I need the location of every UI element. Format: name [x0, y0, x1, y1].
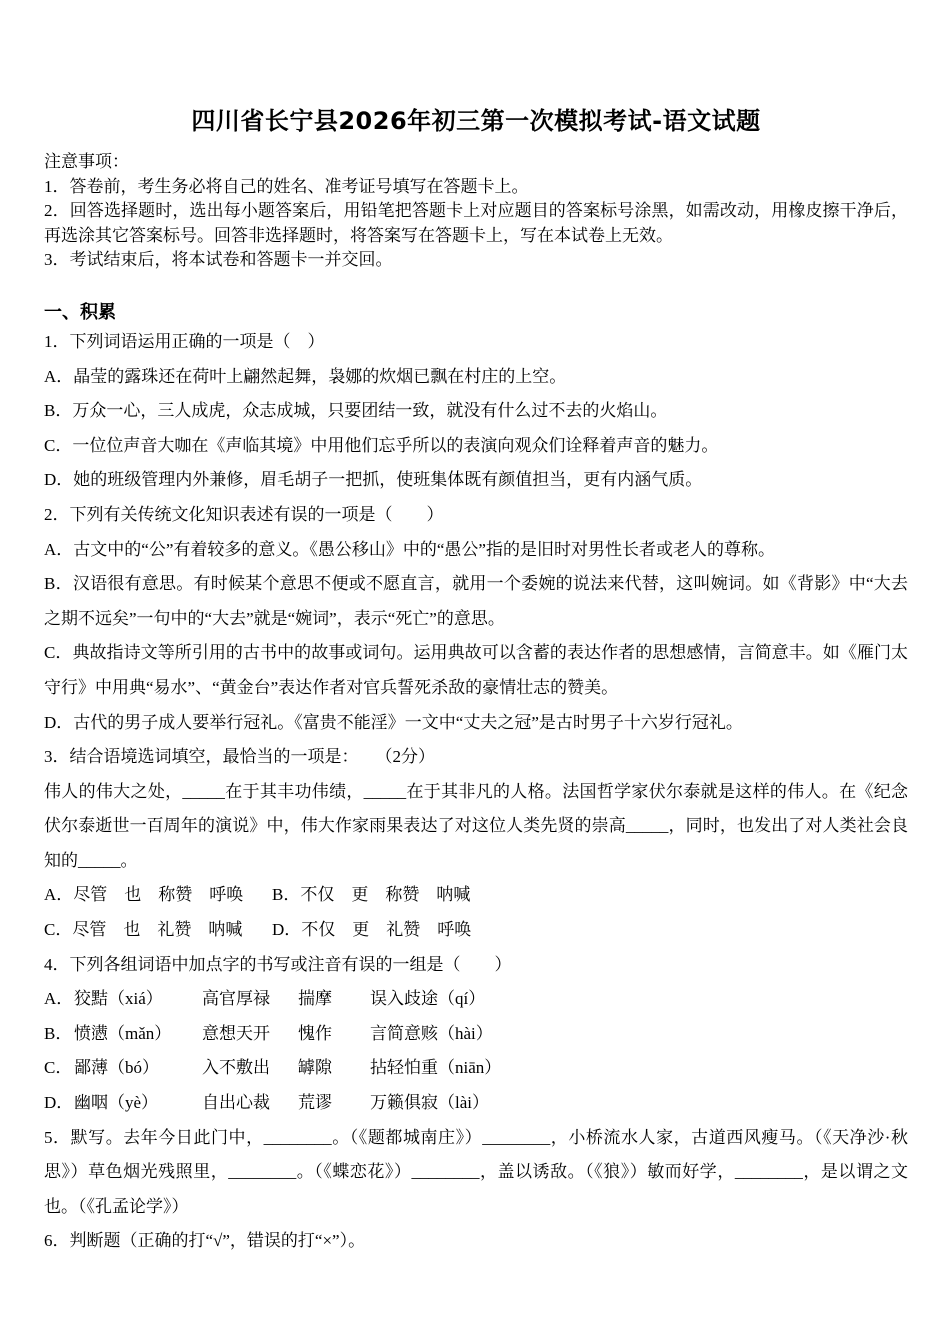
q4-row-a-word-3: 揣摩: [298, 989, 332, 1009]
q4-row-a-word-2: 高官厚禄: [202, 989, 270, 1009]
q2-stem: 2．下列有关传统文化知识表述有误的一项是（ ）: [44, 504, 444, 524]
q1-option-a: A．晶莹的露珠还在荷叶上翩然起舞，袅娜的炊烟已飘在村庄的上空。: [44, 366, 567, 386]
q4-row-c-word-1: 鄙薄（bó）: [74, 1058, 159, 1078]
notice-section: [44, 150, 908, 273]
q6-stem: 6．判断题（正确的打“√”，错误的打“×”）。: [44, 1231, 366, 1251]
q3-option-c: C．尽管 也 礼赞 呐喊: [44, 920, 243, 940]
q4-row-a-word-1: 狡黠（xiá）: [74, 989, 163, 1009]
q3-option-row-1: [44, 878, 908, 913]
q4-row-c-word-4: 拈轻怕重（niān）: [370, 1058, 502, 1078]
q4-row-c-label: C．: [44, 1058, 73, 1078]
notice-item-3: 3．考试结束后，将本试卷和答题卡一并交回。: [44, 250, 393, 270]
q4-row-d: [44, 1086, 908, 1121]
q1-option-c: C．一位位声音大咖在《声临其境》中用他们忘乎所以的表演向观众们诠释着声音的魅力。: [44, 435, 719, 455]
q2-option-c: C．典故指诗文等所引用的古书中的故事或词句。运用典故可以含蓄的表达作者的思想感情，言简意丰。如《雁门太守行》中用典“易水”、“黄金台”表达作者对官兵誓死杀敌的豪情壮志的赞美。: [44, 643, 908, 697]
q4-row-b-word-4: 言简意赅（hài）: [370, 1023, 493, 1043]
q4-row-b-word-1: 愤懑（mǎn）: [74, 1023, 172, 1043]
q5-body: 5．默写。去年今日此门中，________。（《题都城南庄》）________，小桥流水人家，古道西风瘦马。（《天净沙·秋思》）草色烟光残照里，________。（《蝶恋花》）________，盖以诱敌。（《狼》）敏而好学，________，是以谓之文也。（《孔孟论学》）: [44, 1127, 908, 1216]
q2-option-b: B．汉语很有意思。有时候某个意思不便或不愿直言，就用一个委婉的说法来代替，这叫婉词。如《背影》中“大去之期不远矣”一句中的“大去”就是“婉词”，表示“死亡”的意思。: [44, 574, 908, 628]
q1-option-d: D．她的班级管理内外兼修，眉毛胡子一把抓，使班集体既有颜值担当，更有内涵气质。: [44, 470, 703, 490]
q4-stem: 4．下列各组词语中加点字的书写或注音有误的一组是（ ）: [44, 954, 512, 974]
q3-option-row-2: [44, 913, 908, 948]
notice-heading: 注意事项：: [44, 152, 129, 171]
q1-option-b: B．万众一心，三人成虎，众志成城，只要团结一致，就没有什么过不去的火焰山。: [44, 401, 668, 421]
q4-row-a: [44, 982, 908, 1017]
q4-row-c: [44, 1051, 908, 1086]
q3-body: 伟人的伟大之处，_____在于其丰功伟绩，_____在于其非凡的人格。法国哲学家伏尔泰就是这样的伟人。在《纪念伏尔泰逝世一百周年的演说》中，伟大作家雨果表达了对这位人类先贤的崇高_____，同时，也发出了对人类社会良知的_____。: [44, 781, 908, 870]
q1-stem: 1．下列词语运用正确的一项是（ ）: [44, 331, 325, 351]
q4-row-d-label: D．: [44, 1093, 74, 1113]
q3-option-b: B．不仅 更 称赞 呐喊: [272, 885, 471, 905]
q4-row-b-word-2: 意想天开: [202, 1023, 270, 1043]
q3-option-d: D．不仅 更 礼赞 呼唤: [272, 920, 472, 940]
q4-row-b-word-3: 愧作: [298, 1023, 332, 1043]
q2-option-d: D．古代的男子成人要举行冠礼。《富贵不能淫》一文中“丈夫之冠”是古时男子十六岁行冠礼。: [44, 712, 743, 732]
q3-option-a: A．尽管 也 称赞 呼唤: [44, 885, 244, 905]
q4-row-c-word-2: 入不敷出: [202, 1058, 270, 1078]
notice-item-1: 1．答卷前，考生务必将自己的姓名、准考证号填写在答题卡上。: [44, 176, 529, 196]
section-heading-accumulation: 一、积累: [44, 301, 116, 323]
notice-item-2: 2．回答选择题时，选出每小题答案后，用铅笔把答题卡上对应题目的答案标号涂黑，如需改动，用橡皮擦干净后，再选涂其它答案标号。回答非选择题时，将答案写在答题卡上，写在本试卷上无效。: [44, 201, 908, 245]
q4-row-b-label: B．: [44, 1023, 73, 1043]
q4-row-d-word-2: 自出心裁: [202, 1093, 270, 1113]
q4-row-a-label: A．: [44, 989, 74, 1009]
q4-row-d-word-4: 万籁俱寂（lài）: [370, 1093, 489, 1113]
exam-title: 四川省长宁县2026年初三第一次模拟考试-语文试题: [191, 107, 761, 135]
q4-row-c-word-3: 罅隙: [298, 1058, 332, 1078]
q4-row-b: [44, 1017, 908, 1052]
q4-row-d-word-1: 幽咽（yè）: [74, 1093, 159, 1113]
q4-row-a-word-4: 误入歧途（qí）: [370, 989, 486, 1009]
q2-option-a: A．古文中的“公”有着较多的意义。《愚公移山》中的“愚公”指的是旧时对男性长者或老人的尊称。: [44, 539, 775, 559]
q3-stem: 3．结合语境选词填空，最恰当的一项是： （2分）: [44, 747, 435, 767]
q4-row-d-word-3: 荒谬: [298, 1093, 332, 1113]
questions-area: [44, 325, 908, 1259]
